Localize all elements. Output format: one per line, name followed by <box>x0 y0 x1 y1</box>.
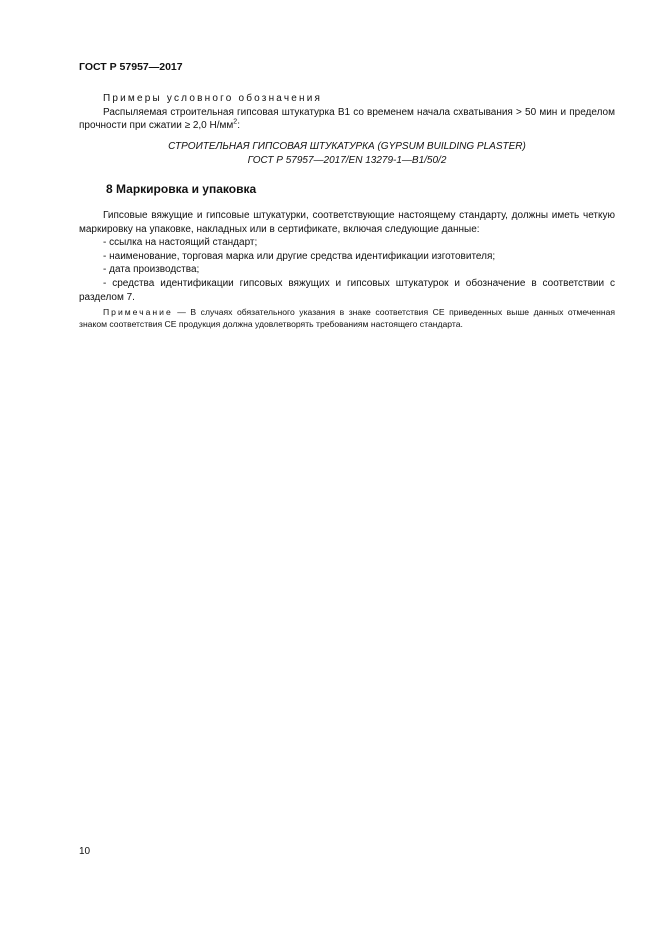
section-body <box>79 209 615 304</box>
document-number-header: ГОСТ Р 57957—2017 <box>79 61 183 73</box>
page-number: 10 <box>79 846 91 857</box>
list-item: - наименование, торговая марка или другие средства идентификации изготовителя; <box>103 250 496 262</box>
note-text: — В случаях обязательного указания в знаке соответствия СЕ приведенных выше данных отмеченная знаком соответствия СЕ продукция должна удовлетворять требованиям настоящего стандарта. <box>79 307 615 329</box>
examples-text-body: Распыляемая строительная гипсовая штукатурка В1 со временем начала схватывания > 50 мин и пределом прочности при сжатии ≥ 2,0 Н/мм <box>79 106 615 132</box>
designation-line-2: ГОСТ Р 57957—2017/EN 13279-1—В1/50/2 <box>247 154 447 166</box>
examples-heading: Примеры условного обозначения <box>103 93 323 104</box>
unit-superscript: 2 <box>233 118 238 126</box>
list-item: - средства идентификации гипсовых вяжущих и гипсовых штукатурок и обозначение в соответствии с разделом 7. <box>79 277 615 303</box>
note-block <box>79 306 615 330</box>
examples-block <box>79 92 615 133</box>
note-paragraph <box>79 306 615 330</box>
list-item: - дата производства; <box>103 264 200 276</box>
section-intro: Гипсовые вяжущие и гипсовые штукатурки, соответствующие настоящему стандарту, должны иметь четкую маркировку на упаковке, накладных или в сертификате, включая следующие данные: <box>79 210 615 235</box>
examples-text <box>79 106 615 133</box>
designation-example <box>79 140 615 167</box>
examples-text-end: : <box>237 120 240 132</box>
note-label: Примечание <box>103 307 173 317</box>
section-title: 8 Маркировка и упаковка <box>106 182 257 196</box>
list-item: - ссылка на настоящий стандарт; <box>103 237 258 249</box>
designation-line-1: СТРОИТЕЛЬНАЯ ГИПСОВАЯ ШТУКАТУРКА (GYPSUM BUILDING PLASTER) <box>168 141 526 152</box>
